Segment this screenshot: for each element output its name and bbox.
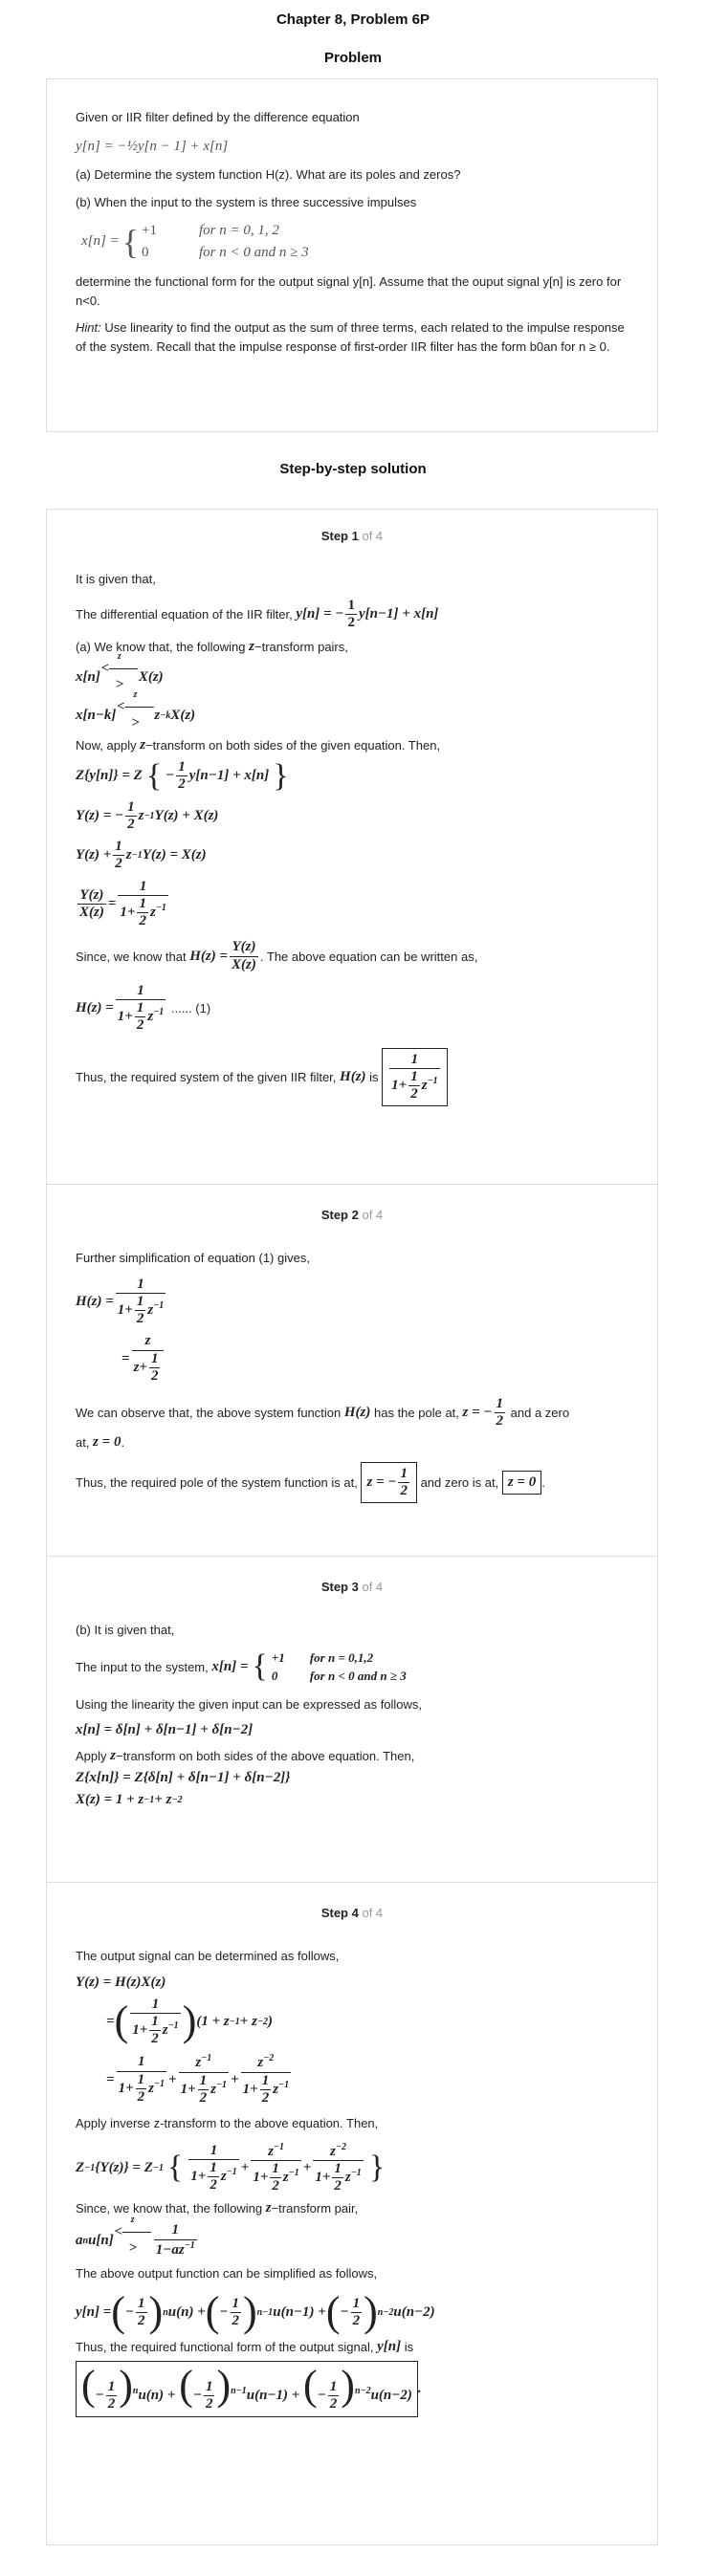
s2-thus: Thus, the required pole of the system function is at, z = − $\frac{1}{2}$ and zero is at, z = 0 . <box>76 1462 629 1504</box>
problem-part-a: (a) Determine the system function H(z). What are its poles and zeros? <box>76 167 461 182</box>
s4-eq-yn: y[n] = ( − $\frac{1}{2}$ ) n u(n) + ( − $\frac{1}{2}$ ) n−1 u(n−1) + ( − $\frac{1}{2}$ ) n−2 u(n−2) <box>76 2288 435 2336</box>
problem-determine: determine the functional form for the output signal y[n]. Assume that the ouput signal y[n] is zero for n<0. <box>76 274 622 308</box>
step-1 <box>47 510 657 1184</box>
step-3-label: Step 3 of 4 <box>320 1580 384 1594</box>
problem-intro: Given or IIR filter defined by the difference equation <box>76 110 360 124</box>
s4-eq-y1: Y(z) = H(z)X(z) <box>76 1974 166 1990</box>
step-2 <box>47 1185 657 1556</box>
s2-eq-h2: = z z+ $\frac{1}{2}$ <box>121 1333 629 1385</box>
problem-card <box>46 78 658 432</box>
s3-apply: Apply z −transform on both sides of the above equation. Then, <box>76 1748 415 1763</box>
s4-simplify: The above output function can be simplified as follows, <box>76 2265 378 2281</box>
s2-pole-box: z = − $\frac{1}{2}$ <box>361 1462 416 1504</box>
s1-eq-h: H(z) = 1 1+ $\frac{1}{2}$ $z^{-1}$ ...... (1) <box>76 982 211 1034</box>
page-title: Chapter 8, Problem 6P <box>276 11 430 28</box>
s3-eq-x2: X(z) = 1 + z −1 + z −2 <box>76 1792 183 1807</box>
s4-thus: Thus, the required functional form of the output signal, y[n] is <box>76 2339 414 2355</box>
s2-observe: We can observe that, the above system function H(z) has the pole at, z = − $\frac{1}{2}$ and a zero <box>76 1396 570 1430</box>
s4-eq-y2: = ( 1 1+ $\frac{1}{2}$ $z^{-1}$ ) (1 + z −1 + z −2 ) <box>106 1996 273 2046</box>
s4-eq-inv: Z −1 {Y(z)} = Z −1 { 1 1+ $\frac{1}{2}$ $z^{-1}$ + $z^{-1}$ 1+ $\frac{1}{2}$ $z^{-1}$ + $z^{-2}$ 1+ $\frac{1}{2}$ $z^{-1}$ } <box>76 2141 386 2194</box>
s2-zero-box: z = 0 <box>502 1471 541 1495</box>
solution-card <box>46 509 658 2545</box>
s4-pair: a n u[n] z <——> $\frac{1}{1-az^{-1}}$ <box>76 2215 195 2258</box>
hint-text: Use linearity to find the output as the sum of three terms, each related to the impulse response of the system. Recall that the impulse response of first-order IIR filter has the form b0an for n ≥ 0. <box>76 320 625 354</box>
problem-case2-val: 0 <box>142 244 149 260</box>
s1-eq-y2: Y(z) + $\frac{1}{2}$ z −1 Y(z) = X(z) <box>76 839 207 872</box>
s3-eq-x: x[n] = δ[n] + δ[n−1] + δ[n−2] <box>76 1722 254 1737</box>
s1-apply: Now, apply z −transform on both sides of the given equation. Then, <box>76 737 441 753</box>
s4-answer-box: (− $\frac{1}{2}$ )$^n$u(n) + (− $\frac{1}{2}$ )$^{n-1}$u(n−1) + (− $\frac{1}{2}$ )$^{n-2}$u(n−2) <box>76 2361 418 2416</box>
s1-pair-1: x[n] z <——> X(z) <box>76 651 164 692</box>
problem-case1-cond: for n = 0, 1, 2 <box>199 223 279 238</box>
hint-label: Hint: <box>76 320 101 335</box>
problem-heading: Problem <box>323 50 382 66</box>
step-4 <box>47 1883 657 2417</box>
s1-diff-eq: The differential equation of the IIR filter, y[n] = − $\frac{1}{2}$ y[n−1] + x[n] <box>76 597 439 630</box>
s4-answer: (− $\frac{1}{2}$ )$^n$u(n) + (− $\frac{1}{2}$ )$^{n-1}$u(n−1) + (− $\frac{1}{2}$ )$^{n-2}$u(n−2) . <box>76 2361 629 2416</box>
s1-eq-ratio: $\frac{Y(z)}{X(z)}$ = 1 1+ $\frac{1}{2}$ $z^{-1}$ <box>79 878 166 928</box>
s1-since: Since, we know that H(z) = $\frac{Y(z)}{X(z)}$ . The above equation can be written as, <box>76 939 478 972</box>
s3-input: The input to the system, x[n] = { +1 for n = 0,1,2 0 for n < 0 and n ≥ 3 <box>76 1648 407 1684</box>
s1-part-a: (a) We know that, the following z −transform pairs, <box>76 639 348 654</box>
problem-x-label: x[n] = <box>81 233 120 249</box>
s4-eq-y3: = 1 1+ $\frac{1}{2}$ $z^{-1}$ + $z^{-1}$ 1+ $\frac{1}{2}$ $z^{-1}$ + $z^{-2}$ 1+ $\frac{1}{2}$ $z^{-1}$ <box>106 2053 290 2106</box>
problem-case1-val: +1 <box>142 223 157 238</box>
step-1-label: Step 1 of 4 <box>320 529 384 543</box>
s1-eq-y1: Y(z) = − $\frac{1}{2}$ z −1 Y(z) + X(z) <box>76 798 219 832</box>
s2-further: Further simplification of equation (1) gives, <box>76 1251 310 1265</box>
s3-eq-z: Z{x[n]} = Z{δ[n] + δ[n−1] + δ[n−2]} <box>76 1770 291 1785</box>
solution-heading: Step-by-step solution <box>279 461 427 477</box>
s3-given: (b) It is given that, <box>76 1623 175 1637</box>
s1-given: It is given that, <box>76 572 156 586</box>
problem-case2-cond: for n < 0 and n ≥ 3 <box>199 244 309 260</box>
brace-icon: { <box>121 222 139 261</box>
s1-eq-z: Z{y[n]} = Z { − $\frac{1}{2}$ y[n−1] + x[n] } <box>76 757 289 794</box>
s4-since: Since, we know that, the following z −transform pair, <box>76 2200 359 2216</box>
s1-thus: Thus, the required system of the given IIR filter, H(z) is 1 1+ $\frac{1}{2}$ $z^{-1}$ <box>76 1048 629 1107</box>
s2-eq-h1: H(z) = 1 1+ $\frac{1}{2}$ $z^{-1}$ <box>76 1276 165 1326</box>
s4-output: The output signal can be determined as follows, <box>76 1949 340 1963</box>
step-2-label: Step 2 of 4 <box>320 1208 384 1222</box>
s2-at: at, z = 0 . <box>76 1433 125 1450</box>
s4-inverse: Apply inverse z-transform to the above equation. Then, <box>76 2116 379 2130</box>
problem-equation: y[n] = −½y[n − 1] + x[n] <box>76 138 229 154</box>
s1-answer-box: 1 1+ $\frac{1}{2}$ $z^{-1}$ <box>382 1048 447 1107</box>
step-3 <box>47 1557 657 1882</box>
problem-part-b: (b) When the input to the system is three successive impulses <box>76 194 417 209</box>
s3-linearity: Using the linearity the given input can be expressed as follows, <box>76 1696 423 1712</box>
problem-input-cases <box>81 220 629 263</box>
s1-pair-2: x[n−k] z <——> z −k X(z) <box>76 689 196 731</box>
step-4-label: Step 4 of 4 <box>320 1906 384 1920</box>
